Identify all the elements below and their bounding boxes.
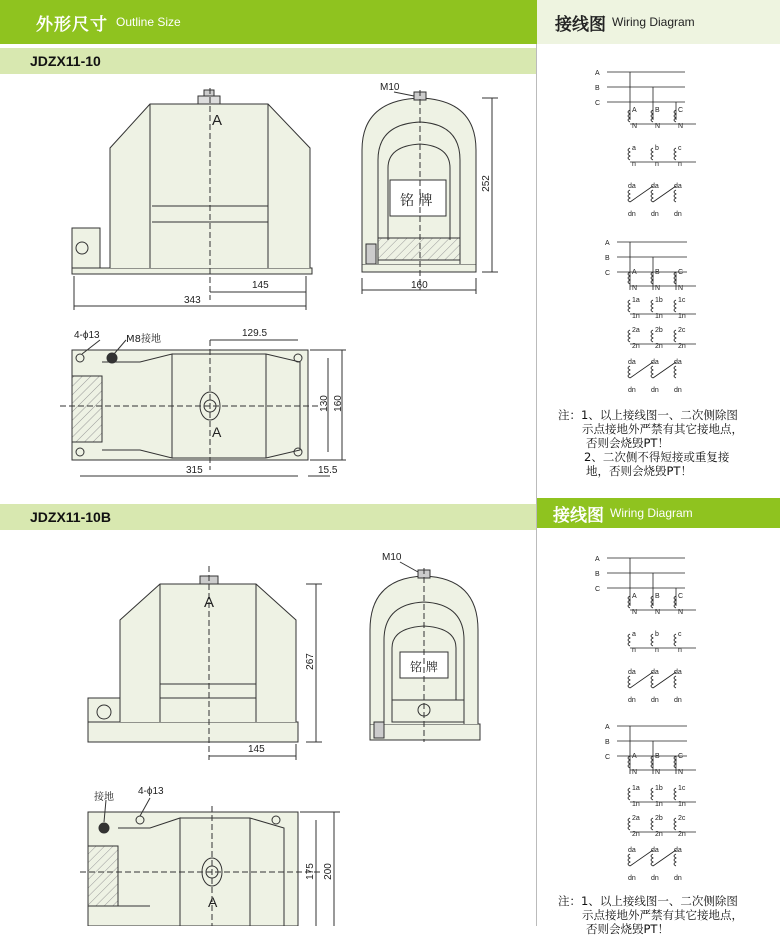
m2-side-bolt: M10	[382, 552, 402, 563]
model-name-2: JDZX11-10B	[30, 509, 111, 525]
w2-res-coil-0	[628, 366, 630, 378]
m1-top-holes: 4-ϕ13	[74, 330, 100, 341]
m2-front-label: A	[204, 594, 215, 611]
w4-s2-top-2: 2c	[678, 815, 686, 822]
w4-s1-bot-0: 1n	[632, 801, 640, 808]
w2-s1-coil-1	[651, 300, 653, 312]
m1-top-dim-130: 130	[318, 395, 330, 412]
w1-res-bot-2: dn	[674, 211, 682, 218]
w3-res-coil-2	[674, 676, 676, 688]
w2-s2-coil-0	[628, 330, 630, 342]
w2-res-bot-2: dn	[674, 387, 682, 394]
w4-res-bot-0: dn	[628, 875, 636, 882]
w3-res-top-2: da	[674, 669, 682, 676]
w4-s2-bot-0: 2n	[632, 831, 640, 838]
m1-top-dim-160: 160	[332, 395, 344, 412]
notes-block-2	[558, 894, 778, 936]
w3-sec-coil-2	[674, 634, 676, 646]
w2-res-coil-2	[674, 366, 676, 378]
m2-side-view	[370, 568, 480, 742]
w2-pri-bot-0: N	[632, 285, 638, 292]
w2-s1-top-0: 1a	[632, 297, 640, 304]
w4-s2-coil-2	[674, 818, 676, 830]
w4-pri-top-2: C	[678, 753, 684, 760]
m1-top-ground: M8接地	[126, 334, 161, 345]
w3-res-top-1: da	[651, 669, 659, 676]
w4-res-top-1: da	[651, 847, 659, 854]
w2-res-coil-1	[651, 366, 653, 378]
w4-s1-bot-2: 1n	[678, 801, 686, 808]
w2-s1-bot-1: 1n	[655, 313, 663, 320]
w2-bus-label-B: B	[605, 255, 610, 262]
model-name-1: JDZX11-10	[30, 53, 101, 69]
w1-pri-top-1: B	[655, 107, 660, 114]
w2-s2-coil-1	[651, 330, 653, 342]
w3-bus-label-A: A	[595, 556, 600, 563]
w4-s1-coil-2	[674, 788, 676, 800]
w3-res-bot-2: dn	[674, 697, 682, 704]
m1-top-dim-15: 15.5	[318, 465, 338, 476]
m2-dim-145: 145	[248, 744, 265, 755]
w3-pri-top-0: A	[632, 593, 637, 600]
m2-top-ground: 接地	[94, 792, 114, 803]
w4-bus-label-A: A	[605, 724, 610, 731]
w1-bus-label-C: C	[595, 100, 601, 107]
m1-top-dim-129: 129.5	[242, 328, 268, 339]
w4-s1-bot-1: 1n	[655, 801, 663, 808]
note-line-5: 地，否则会烧毁PT！	[586, 464, 692, 478]
w2-s2-top-0: 2a	[632, 327, 640, 334]
w1-res-top-2: da	[674, 183, 682, 190]
w2-s2-top-1: 2b	[655, 327, 663, 334]
w3-res-top-0: da	[628, 669, 636, 676]
w1-pri-bot-1: N	[655, 123, 661, 130]
note-line-4: 2、二次侧不得短接或重复接	[584, 450, 730, 464]
m2-top-dim-200: 200	[322, 863, 334, 880]
w1-bus-label-B: B	[595, 85, 600, 92]
w2-res-bot-1: dn	[651, 387, 659, 394]
note-line-1: 注：1、以上接线图一、二次侧除图	[558, 408, 738, 422]
w1-res-top-0: da	[628, 183, 636, 190]
note2-line-3: 否则会烧毁PT！	[586, 922, 669, 936]
note2-line-2: 示点接地外严禁有其它接地点，	[582, 908, 743, 922]
w1-sec-bot-1: n	[655, 161, 659, 168]
w4-res-coil-1	[651, 854, 653, 866]
w1-pri-bot-2: N	[678, 123, 684, 130]
w1-sec-coil-2	[674, 148, 676, 160]
m1-front-view	[72, 88, 312, 310]
w4-s1-coil-1	[651, 788, 653, 800]
w1-res-coil-1	[651, 190, 653, 202]
m1-top-dim-315: 315	[186, 465, 203, 476]
w2-pri-top-2: C	[678, 269, 684, 276]
w2-s2-bot-0: 2n	[632, 343, 640, 350]
m1-top-view	[60, 340, 346, 476]
w1-pri-top-0: A	[632, 107, 637, 114]
w4-pri-bot-0: N	[632, 769, 638, 776]
w2-s2-bot-2: 2n	[678, 343, 686, 350]
w4-s1-coil-0	[628, 788, 630, 800]
note-line-3: 否则会烧毁PT！	[586, 436, 669, 450]
w1-sec-top-2: c	[678, 145, 682, 152]
w1-res-bot-0: dn	[628, 211, 636, 218]
m2-top-label: A	[208, 894, 218, 910]
wiring-title-en: Wiring Diagram	[612, 15, 695, 29]
w2-s1-coil-2	[674, 300, 676, 312]
w3-pri-top-2: C	[678, 593, 684, 600]
w4-res-coil-2	[674, 854, 676, 866]
m1-side-dim-252: 252	[480, 175, 492, 192]
w4-pri-top-1: B	[655, 753, 660, 760]
w1-pri-top-2: C	[678, 107, 684, 114]
w3-sec-top-0: a	[632, 631, 636, 638]
w2-pri-bot-2: N	[678, 285, 684, 292]
w4-pri-bot-1: N	[655, 769, 661, 776]
outline-title-zh: 外形尺寸	[36, 14, 108, 34]
m2-side-plate: 铭 牌	[410, 660, 438, 674]
m1-dim-145: 145	[252, 280, 269, 291]
w4-bus-label-C: C	[605, 754, 611, 761]
w4-res-top-0: da	[628, 847, 636, 854]
note-line-2: 示点接地外严禁有其它接地点，	[582, 422, 743, 436]
w1-res-bot-1: dn	[651, 211, 659, 218]
w3-pri-bot-2: N	[678, 609, 684, 616]
w2-res-top-0: da	[628, 359, 636, 366]
w2-s2-coil-2	[674, 330, 676, 342]
m2-top-dim-175: 175	[304, 863, 316, 880]
w3-pri-bot-0: N	[632, 609, 638, 616]
w4-s2-top-0: 2a	[632, 815, 640, 822]
w2-pri-bot-1: N	[655, 285, 661, 292]
w4-res-bot-1: dn	[651, 875, 659, 882]
w4-s1-top-2: 1c	[678, 785, 686, 792]
note2-line-1: 注：1、以上接线图一、二次侧除图	[558, 894, 738, 908]
w4-res-coil-0	[628, 854, 630, 866]
w1-sec-top-1: b	[655, 145, 659, 152]
w3-bus-label-B: B	[595, 571, 600, 578]
w1-bus-label-A: A	[595, 70, 600, 77]
w2-res-bot-0: dn	[628, 387, 636, 394]
w3-res-coil-0	[628, 676, 630, 688]
wiring-title-zh-2: 接线图	[553, 505, 604, 525]
w3-sec-bot-2: n	[678, 647, 682, 654]
w4-s2-bot-1: 2n	[655, 831, 663, 838]
w3-sec-coil-1	[651, 634, 653, 646]
m2-dim-267: 267	[304, 653, 316, 670]
w1-sec-coil-1	[651, 148, 653, 160]
w1-sec-bot-2: n	[678, 161, 682, 168]
w1-res-top-1: da	[651, 183, 659, 190]
w2-pri-top-1: B	[655, 269, 660, 276]
w3-sec-bot-0: n	[632, 647, 636, 654]
w4-pri-top-0: A	[632, 753, 637, 760]
w1-res-coil-2	[674, 190, 676, 202]
w2-s2-bot-1: 2n	[655, 343, 663, 350]
w2-s1-top-1: 1b	[655, 297, 663, 304]
w1-res-coil-0	[628, 190, 630, 202]
wiring-title-zh: 接线图	[555, 14, 606, 34]
w2-s1-coil-0	[628, 300, 630, 312]
m1-top-label: A	[212, 424, 222, 440]
w3-sec-bot-1: n	[655, 647, 659, 654]
w4-s2-top-1: 2b	[655, 815, 663, 822]
w1-sec-coil-0	[628, 148, 630, 160]
w4-s2-coil-1	[651, 818, 653, 830]
m1-side-plate: 铭 牌	[400, 193, 433, 209]
w2-bus-label-A: A	[605, 240, 610, 247]
w1-sec-top-0: a	[632, 145, 636, 152]
w4-s2-bot-2: 2n	[678, 831, 686, 838]
w2-s1-top-2: 1c	[678, 297, 686, 304]
w2-res-top-1: da	[651, 359, 659, 366]
w3-bus-label-C: C	[595, 586, 601, 593]
w3-res-bot-1: dn	[651, 697, 659, 704]
w4-res-top-2: da	[674, 847, 682, 854]
w3-sec-top-2: c	[678, 631, 682, 638]
w2-s1-bot-0: 1n	[632, 313, 640, 320]
w2-res-top-2: da	[674, 359, 682, 366]
w4-res-bot-2: dn	[674, 875, 682, 882]
w2-s2-top-2: 2c	[678, 327, 686, 334]
w4-pri-bot-2: N	[678, 769, 684, 776]
w4-s1-top-1: 1b	[655, 785, 663, 792]
w3-sec-top-1: b	[655, 631, 659, 638]
w1-pri-bot-0: N	[632, 123, 638, 130]
m2-top-holes: 4-ϕ13	[138, 786, 164, 797]
notes-block-1	[558, 408, 778, 478]
w2-s1-bot-2: 1n	[678, 313, 686, 320]
m1-side-bolt: M10	[380, 82, 400, 93]
w1-sec-bot-0: n	[632, 161, 636, 168]
w3-pri-bot-1: N	[655, 609, 661, 616]
w2-bus-label-C: C	[605, 270, 611, 277]
w2-pri-top-0: A	[632, 269, 637, 276]
m1-dim-343: 343	[184, 295, 201, 306]
m1-side-dim-160: 160	[411, 280, 428, 291]
w3-res-coil-1	[651, 676, 653, 688]
w3-pri-top-1: B	[655, 593, 660, 600]
w3-sec-coil-0	[628, 634, 630, 646]
w4-s1-top-0: 1a	[632, 785, 640, 792]
w4-bus-label-B: B	[605, 739, 610, 746]
m1-front-label: A	[212, 112, 223, 129]
outline-title-en: Outline Size	[116, 15, 181, 29]
w3-res-bot-0: dn	[628, 697, 636, 704]
w4-s2-coil-0	[628, 818, 630, 830]
wiring-title-en-2: Wiring Diagram	[610, 506, 693, 520]
